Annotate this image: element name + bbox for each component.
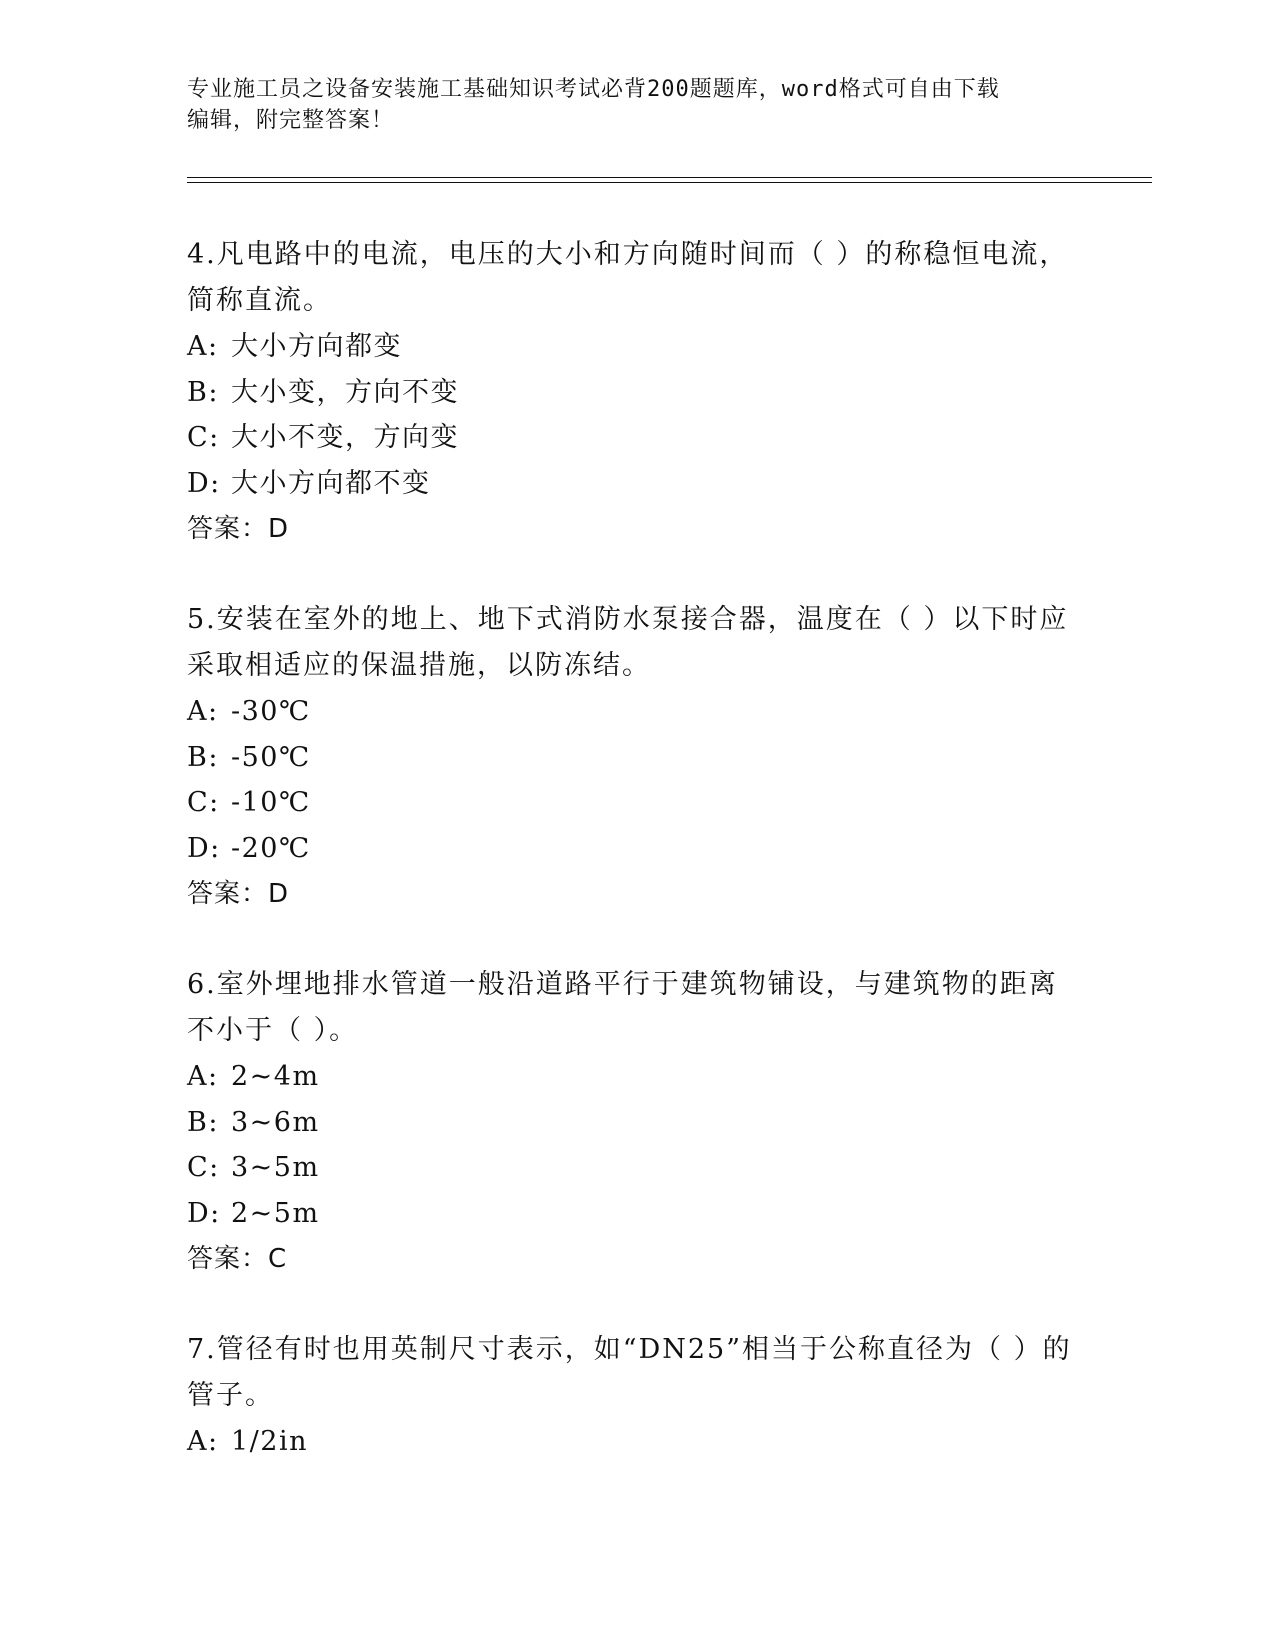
option-d xyxy=(187,1191,1087,1237)
option-text: 3~6m xyxy=(231,1106,320,1138)
answer-line: 答案：C xyxy=(187,1244,288,1274)
option-text: 大小方向都变 xyxy=(231,331,402,362)
option-text: -20℃ xyxy=(231,832,311,864)
option-text: 2~5m xyxy=(231,1197,320,1229)
option-letter: C: xyxy=(187,422,220,453)
question-stem-line-2: 简称直流。 xyxy=(187,285,332,316)
option-text: 3~5m xyxy=(231,1152,320,1183)
option-letter: C: xyxy=(187,1152,220,1183)
question-stem-line-1: 6.室外埋地排水管道一般沿道路平行于建筑物铺设，与建筑物的距离 xyxy=(187,969,1058,1000)
option-a xyxy=(187,1419,1087,1465)
option-letter: C: xyxy=(187,787,220,818)
question-5 xyxy=(187,597,1087,917)
option-text: -10℃ xyxy=(231,787,311,818)
option-text: 1/2in xyxy=(231,1426,308,1457)
question-stem-line-1: 4.凡电路中的电流，电压的大小和方向随时间而（ ）的称稳恒电流， xyxy=(187,239,1069,270)
option-d xyxy=(187,461,1087,507)
option-c xyxy=(187,1145,1087,1191)
answer-line: 答案：D xyxy=(187,879,290,909)
option-c xyxy=(187,780,1087,826)
option-a xyxy=(187,324,1087,370)
question-stem-line-1: 7.管径有时也用英制尺寸表示，如“DN25”相当于公称直径为（ ）的 xyxy=(187,1334,1072,1365)
option-letter: A: xyxy=(187,1061,219,1092)
header-line-1: 专业施工员之设备安装施工基础知识考试必背200题题库，word格式可自由下载 xyxy=(187,77,1000,102)
option-text: -50℃ xyxy=(231,741,311,773)
option-text: -30℃ xyxy=(231,696,311,727)
option-b xyxy=(187,1100,1087,1146)
option-a xyxy=(187,689,1087,735)
question-stem-line-2: 不小于（ ）。 xyxy=(187,1015,359,1046)
option-letter: A: xyxy=(187,331,219,362)
question-stem-line-2: 管子。 xyxy=(187,1380,274,1411)
option-letter: D: xyxy=(187,832,221,864)
option-letter: D: xyxy=(187,467,221,499)
option-text: 2~4m xyxy=(231,1061,320,1092)
option-b xyxy=(187,370,1087,416)
option-c xyxy=(187,415,1087,461)
option-d xyxy=(187,826,1087,872)
header-divider-top xyxy=(187,177,1152,178)
option-text: 大小方向都不变 xyxy=(231,467,431,499)
answer-line: 答案：D xyxy=(187,514,290,544)
option-letter: B: xyxy=(187,741,219,773)
option-letter: A: xyxy=(187,696,219,727)
option-letter: A: xyxy=(187,1426,219,1457)
option-letter: B: xyxy=(187,1106,219,1138)
document-header xyxy=(187,74,1067,136)
question-stem-line-2: 采取相适应的保温措施，以防冻结。 xyxy=(187,650,651,681)
option-b xyxy=(187,735,1087,781)
question-6 xyxy=(187,962,1087,1282)
option-letter: B: xyxy=(187,376,219,408)
question-7 xyxy=(187,1327,1087,1465)
option-text: 大小变，方向不变 xyxy=(231,376,459,408)
option-a xyxy=(187,1054,1087,1100)
option-letter: D: xyxy=(187,1197,221,1229)
question-4 xyxy=(187,232,1087,552)
question-stem-line-1: 5.安装在室外的地上、地下式消防水泵接合器，温度在（ ）以下时应 xyxy=(187,604,1069,635)
header-divider-bottom xyxy=(187,182,1152,183)
option-text: 大小不变，方向变 xyxy=(231,422,459,453)
header-line-2: 编辑，附完整答案！ xyxy=(187,108,395,133)
